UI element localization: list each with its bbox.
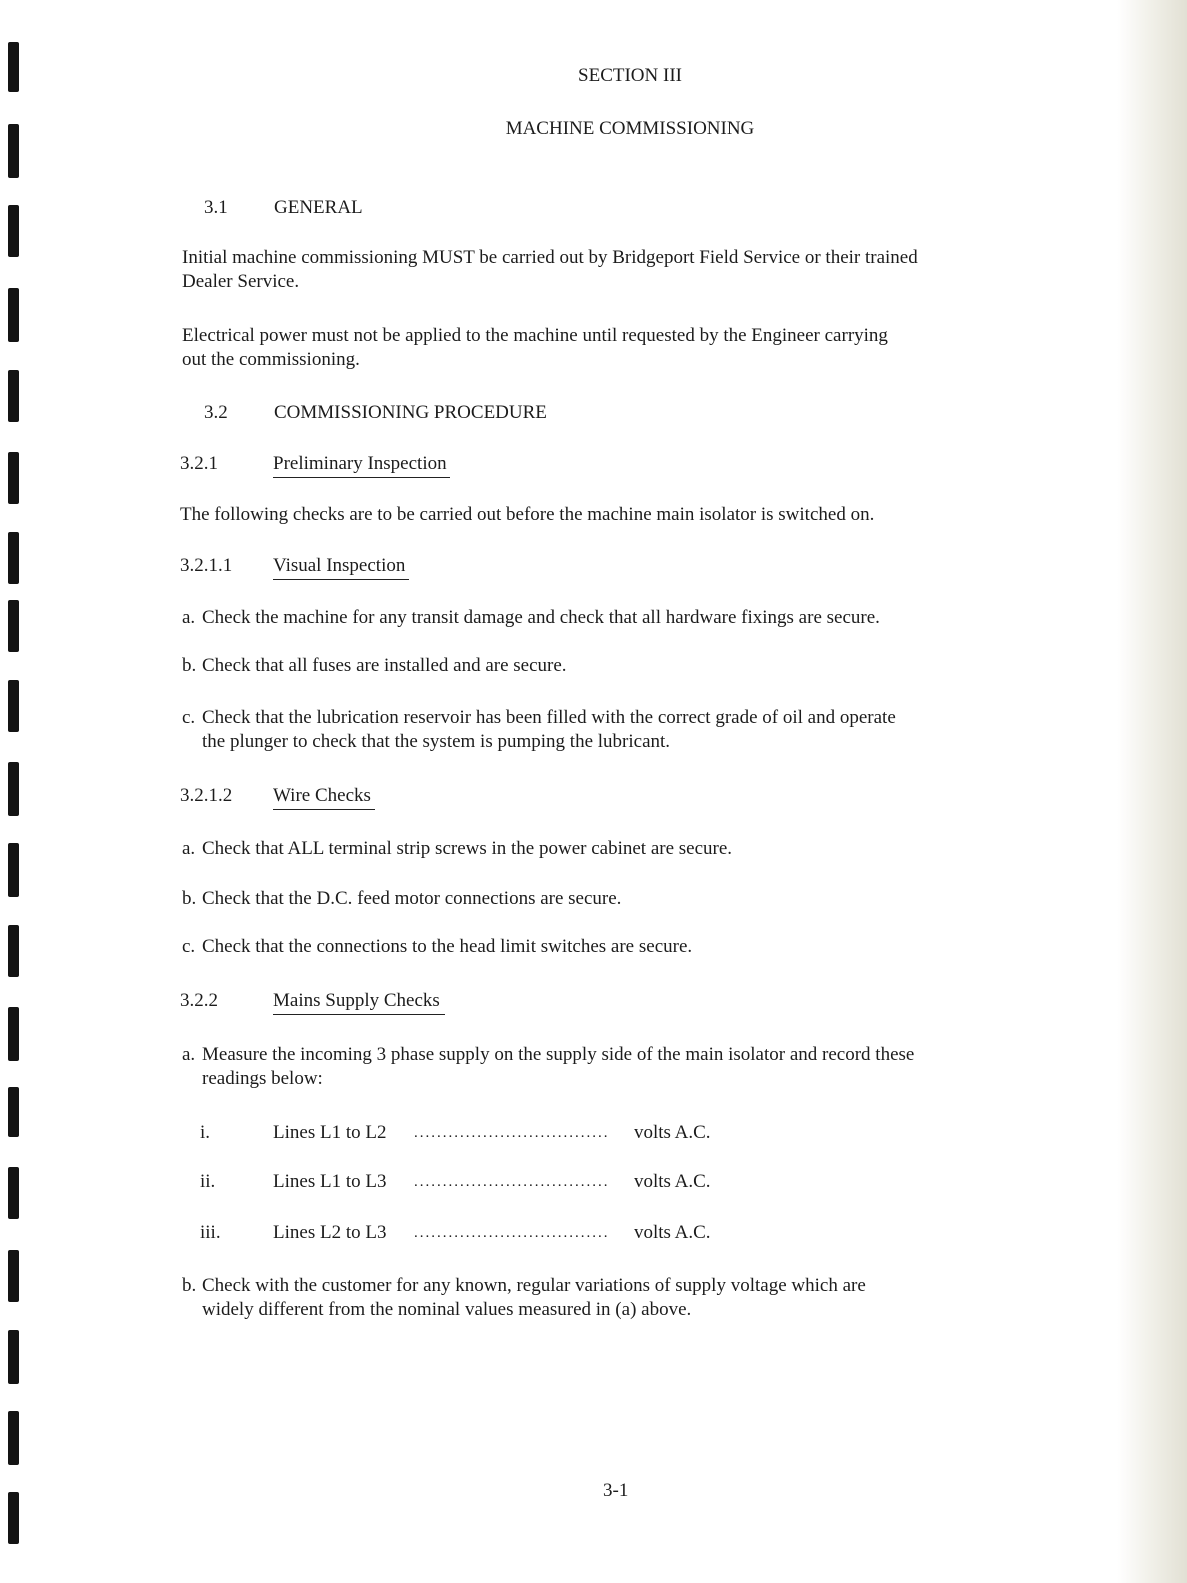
list-label: a. [182,838,196,859]
page-number: 3-1 [603,1480,629,1501]
reading-unit: volts A.C. [634,1122,711,1143]
section-heading-general: GENERAL [274,197,363,218]
subsection-heading-visual-inspection: Visual Inspection [273,554,409,580]
reading-lines: Lines L1 to L3 [273,1171,387,1192]
reading-lines: Lines L2 to L3 [273,1222,387,1243]
reading-unit: volts A.C. [634,1222,711,1243]
reading-blank[interactable]: .................................. [414,1125,610,1141]
binding-mark [8,843,19,897]
list-label: a. [182,1044,196,1065]
page-title: MACHINE COMMISSIONING [505,118,755,139]
reading-numeral: ii. [200,1171,216,1192]
list-text: Check the machine for any transit damage and check that all hardware fixings are secure. [202,607,880,628]
section-number-3-2: 3.2 [204,402,228,423]
reading-numeral: iii. [200,1222,221,1243]
binding-mark [8,1087,19,1137]
list-text: Check that the D.C. feed motor connections are secure. [202,888,622,909]
list-label: c. [182,707,196,728]
reading-numeral: i. [200,1122,211,1143]
list-label: b. [182,655,197,676]
subsection-heading-wire-checks: Wire Checks [273,784,375,810]
list-item [182,654,1082,678]
subsection-heading-wrap [273,989,445,1015]
binding-mark [8,925,19,977]
subsection-heading-mains-supply-checks: Mains Supply Checks [273,989,445,1015]
binding-mark [8,532,19,584]
binding-mark [8,288,19,342]
list-label: b. [182,888,197,909]
subsection-heading-preliminary-inspection: Preliminary Inspection [273,452,450,478]
list-item [182,887,1082,911]
list-text-continued: the plunger to check that the system is pumping the lubricant. [202,731,671,752]
binding-marks [0,0,30,1583]
list-text-continued: readings below: [202,1068,323,1089]
subsection-heading-wrap [273,784,375,810]
list-text-continued: widely different from the nominal values measured in (a) above. [202,1299,692,1320]
list-text: Check that the connections to the head limit switches are secure. [202,936,693,957]
section-number-3-2-2: 3.2.2 [180,990,218,1011]
binding-mark [8,452,19,504]
text-line: out the commissioning. [182,349,360,370]
section-number-3-2-1-1: 3.2.1.1 [180,555,233,576]
list-item [182,1274,1082,1322]
list-text: Check that all fuses are installed and are secure. [202,655,567,676]
binding-mark [8,680,19,732]
section-label: SECTION III [578,65,682,86]
subsection-heading-wrap [273,452,450,478]
section-number-3-2-1-2: 3.2.1.2 [180,785,233,806]
preliminary-intro: The following checks are to be carried out before the machine main isolator is switched on. [180,504,875,525]
reading-lines: Lines L1 to L2 [273,1122,387,1143]
list-label: b. [182,1275,197,1296]
text-line: Dealer Service. [182,271,300,292]
section-number-3-2-1: 3.2.1 [180,453,218,474]
binding-mark [8,1330,19,1384]
binding-mark [8,1167,19,1219]
list-label: c. [182,936,196,957]
binding-mark [8,205,19,257]
list-label: a. [182,607,196,628]
binding-mark [8,1007,19,1061]
text-line: Initial machine commissioning MUST be carried out by Bridgeport Field Service or their trained [182,247,918,268]
text-line: Electrical power must not be applied to the machine until requested by the Engineer carrying [182,325,888,346]
binding-mark [8,1492,19,1544]
general-paragraph-2 [182,324,1082,372]
list-text: Check with the customer for any known, regular variations of supply voltage which are [202,1275,866,1296]
binding-mark [8,600,19,652]
subsection-heading-wrap [273,554,409,580]
binding-mark [8,762,19,816]
reading-blank[interactable]: .................................. [414,1174,610,1190]
section-number-3-1: 3.1 [204,197,228,218]
list-item [182,935,1082,959]
general-paragraph-1 [182,246,1082,294]
list-item [182,706,1082,754]
binding-mark [8,1250,19,1302]
list-text: Check that the lubrication reservoir has been filled with the correct grade of oil and operate [202,707,896,728]
binding-mark [8,1411,19,1465]
list-text: Measure the incoming 3 phase supply on the supply side of the main isolator and record these [202,1044,915,1065]
binding-mark [8,370,19,422]
reading-blank[interactable]: .................................. [414,1225,610,1241]
list-item [182,606,1082,630]
list-text: Check that ALL terminal strip screws in the power cabinet are secure. [202,838,733,859]
page-edge-shadow [1117,0,1187,1583]
section-heading-commissioning-procedure: COMMISSIONING PROCEDURE [274,402,547,423]
list-item [182,1043,1082,1091]
reading-unit: volts A.C. [634,1171,711,1192]
list-item [182,837,1082,861]
